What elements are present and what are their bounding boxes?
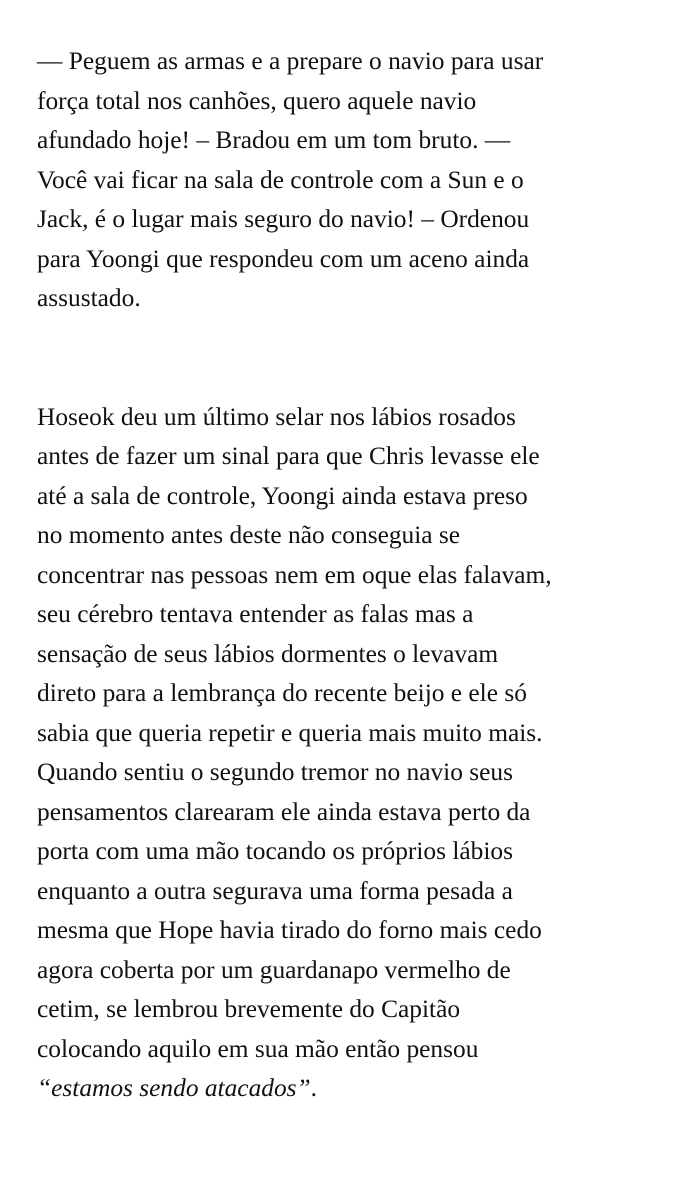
text-line: afundado hoje! – Bradou em um tom bruto. — <box>37 126 511 154</box>
text-line: Quando sentiu o segundo tremor no navio seus <box>37 758 513 786</box>
paragraph-2 <box>37 398 657 1109</box>
text-line: assustado. <box>37 284 141 312</box>
text-line: força total nos canhões, quero aquele navio <box>37 86 477 115</box>
text-line: Hoseok deu um último selar nos lábios rosados <box>37 402 516 431</box>
text-line: Jack, é o lugar mais seguro do navio! – Ordenou <box>37 205 530 233</box>
text-line: cetim, se lembrou brevemente do Capitão <box>37 995 461 1023</box>
text-line: sabia que queria repetir e queria mais muito mais. <box>37 718 543 747</box>
text-line: antes de fazer um sinal para que Chris levasse ele <box>37 442 540 470</box>
text-line: direto para a lembrança do recente beijo e ele só <box>37 679 527 707</box>
document-page <box>37 42 657 1109</box>
text-line: colocando aquilo em sua mão então pensou <box>37 1034 479 1063</box>
text-line: — Peguem as armas e a prepare o navio para usar <box>37 47 544 75</box>
text-line: Você vai ficar na sala de controle com a Sun e o <box>37 165 524 194</box>
paragraph-gap <box>37 319 657 398</box>
text-line: enquanto a outra segurava uma forma pesada a <box>37 876 513 905</box>
text-line: até a sala de controle, Yoongi ainda estava preso <box>37 481 528 510</box>
text-line: seu cérebro tentava entender as falas mas a <box>37 600 474 628</box>
text-line: sensação de seus lábios dormentes o levavam <box>37 639 499 668</box>
text-line: no momento antes deste não conseguia se <box>37 521 461 549</box>
italic-quote: “estamos sendo atacados” <box>37 1074 311 1102</box>
text-line: mesma que Hope havia tirado do forno mais cedo <box>37 916 542 944</box>
text-line: concentrar nas pessoas nem em oque elas falavam, <box>37 560 552 589</box>
paragraph-1 <box>37 42 657 319</box>
text-line: porta com uma mão tocando os próprios lábios <box>37 837 513 865</box>
text-line: agora coberta por um guardanapo vermelho de <box>37 955 511 984</box>
text-line: para Yoongi que respondeu com um aceno ainda <box>37 244 530 273</box>
text-line: pensamentos clarearam ele ainda estava perto da <box>37 797 531 826</box>
final-period: . <box>310 1074 318 1102</box>
final-text-line <box>37 1069 657 1109</box>
